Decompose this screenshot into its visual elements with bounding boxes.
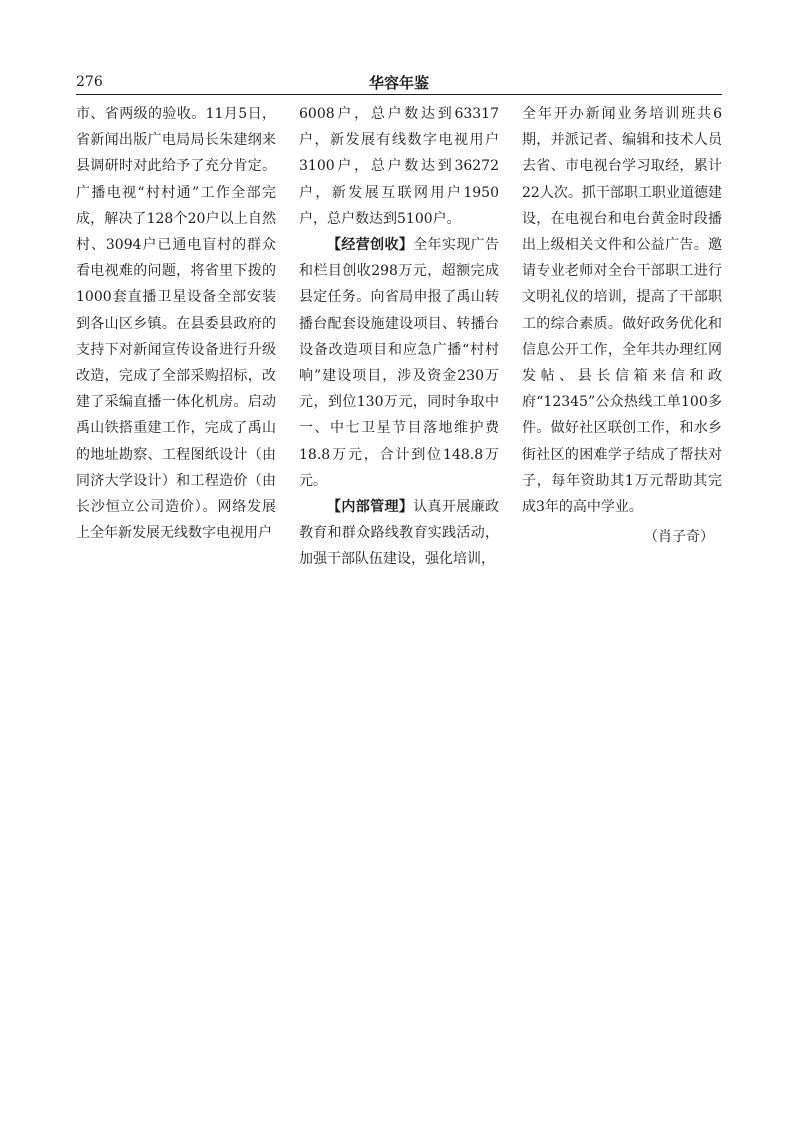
section-operating-revenue (299, 232, 499, 494)
section-internal-management (299, 494, 499, 573)
header-rule (76, 94, 722, 95)
page-number: 276 (76, 74, 103, 90)
section-heading: 【内部管理】 (327, 499, 414, 516)
running-title: 华容年鉴 (368, 74, 429, 92)
paragraph: 市、省两级的验收。11月5日，省新闻出版广电局局长朱建纲来县调研时对此给予了充分肯定。广播电视“村村通”工作全部完成，解决了128个20户以上自然村、3094户已通电盲村的群众看电视难的问题，将省里下拨的1000套直播卫星设备全部安装到各山区乡镇。在县委县政府的支持下对新闻宣传设备进行升级改造，完成了全部采购招标，改建了采编直播一体化机房。启动禹山铁搭重建工作，完成了禹山的地址勘察、工程图纸设计（由同济大学设计）和工程造价（由长沙恒立公司造价）。网络发展上全年新发展无线数字电视用户 (76, 106, 276, 542)
author-credit: （肖子奇） (644, 529, 714, 546)
section-body: 全年实现广告和栏目创收298万元，超额完成县定任务。向省局申报了禹山转播台配套设施建设项目、转播台设备改造项目和应急广播“村村响”建设项目，涉及资金230万元，到位130万元，同时争取中一、中七卫星节目落地维护费18.8万元，合计到位148.8万元。 (299, 237, 500, 489)
column-3 (522, 101, 722, 550)
page-header (76, 72, 722, 94)
column-2 (299, 101, 499, 573)
section-heading: 【经营创收】 (327, 237, 414, 254)
section-body: 认真开展廉政教育和群众路线教育实践活动，加强干部队伍建设，强化培训， (299, 499, 500, 568)
column-1 (76, 101, 276, 546)
paragraph: 全年开办新闻业务培训班共6期，并派记者、编辑和技术人员去省、市电视台学习取经，累计22人次。抓干部职工职业道德建设，在电视台和电台黄金时段播出上级相关文件和公益广告。邀请专业老师对全台干部职工进行文明礼仪的培训，提高了干部职工的综合素质。做好政务优化和信息公开工作，全年共办理红网发帖、县长信箱来信和政府“12345”公众热线工单100多件。做好社区联创工作，和水乡街社区的困难学子结成了帮扶对子，每年资助其1万元帮助其完成3年的高中学业。 (522, 106, 722, 516)
paragraph: 6008户，总户数达到63317户，新发展有线数字电视用户3100户，总户数达到36272户，新发展互联网用户1950户，总户数达到5100户。 (299, 106, 499, 227)
